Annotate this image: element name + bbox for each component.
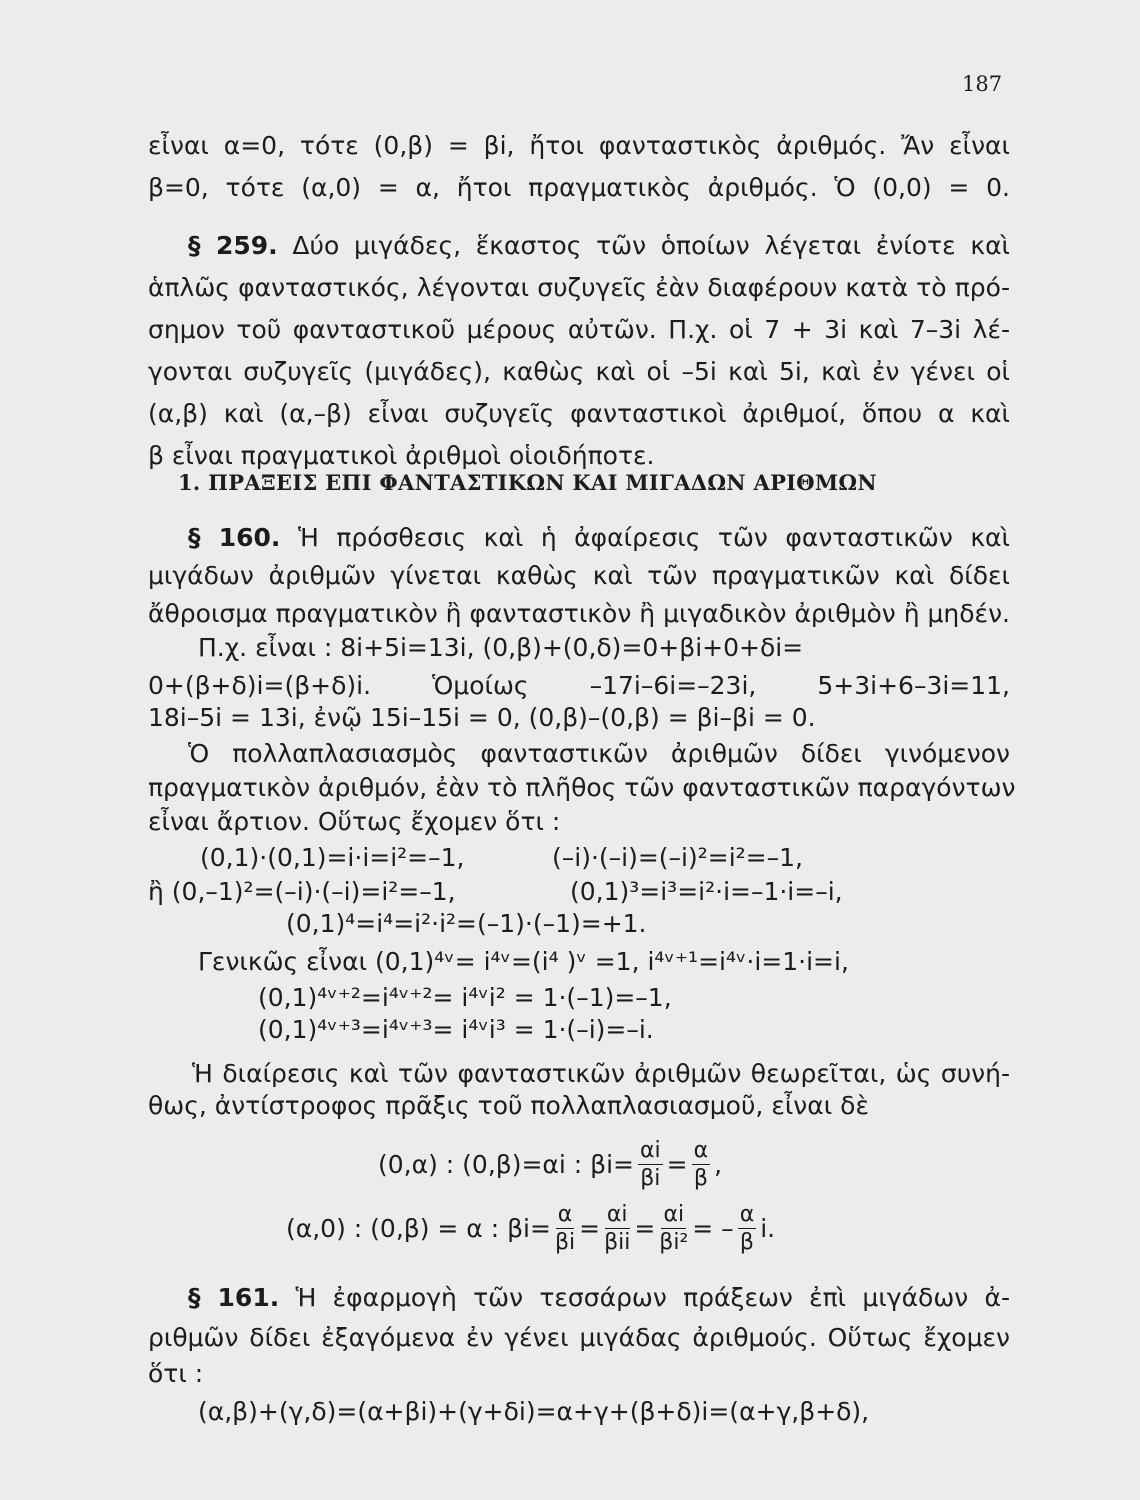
sec259-label: § 259.: [188, 231, 278, 260]
eq-text: =: [634, 1214, 656, 1243]
sec161-label: § 161.: [188, 1283, 280, 1312]
text-line: β εἶναι πραγματικοὶ ἀριθμοὶ οἱοιδήποτε.: [148, 441, 655, 470]
fraction: [555, 1204, 575, 1254]
eq-text: =: [579, 1214, 601, 1243]
equation: (0,1)⁴ᵛ⁺²=i⁴ᵛ⁺²= i⁴ᵛi² = 1·(–1)=–1,: [258, 983, 672, 1012]
fraction: [638, 1140, 663, 1190]
fraction: [738, 1204, 757, 1254]
denominator: βii: [604, 1230, 631, 1255]
text-line: 0+(β+δ)i=(β+δ)i. Ὁμοίως –17i–6i=–23i, 5+3i+6–3i=11,: [148, 671, 1010, 700]
sec160-label: § 160.: [188, 523, 281, 552]
text-line: ἁπλῶς φανταστικός, λέγονται συζυγεῖς ἐὰν διαφέρουν κατὰ τὸ πρό-: [148, 273, 1010, 302]
text-line: πραγματικὸν ἀριθμόν, ἐὰν τὸ πλῆθος τῶν φανταστικῶν παραγόντων: [148, 773, 1016, 802]
denominator: βi: [640, 1166, 661, 1191]
text-span: Ἡ πρόσθεσις καὶ ἡ ἀφαίρεσις τῶν φανταστικῶν καὶ: [297, 523, 1010, 552]
denominator: β: [739, 1230, 754, 1255]
eq-text: i.: [760, 1214, 776, 1243]
text-line: 18i–5i = 13i, ἐνῷ 15i–15i = 0, (0,β)–(0,β) = βi–βi = 0.: [148, 703, 816, 732]
equation: (0,1)⁴=i⁴=i²·i²=(–1)·(–1)=+1.: [286, 909, 647, 938]
division-equation-1: [378, 1140, 898, 1190]
text-line: εἶναι α=0, τότε (0,β) = βi, ἤτοι φανταστικὸς ἀριθμός. Ἄν εἶναι: [148, 131, 1010, 160]
numerator: α: [739, 1202, 755, 1227]
equation: (0,1)³=i³=i²·i=–1·i=–i,: [570, 877, 843, 906]
eq-text: (α,0) : (0,β) = α : βi=: [286, 1214, 551, 1243]
numerator: α: [693, 1138, 709, 1163]
equation: ἢ (0,–1)²=(–i)·(–i)=i²=–1,: [148, 877, 456, 906]
eq-text: = –: [692, 1214, 734, 1243]
text-line: ὅτι :: [148, 1359, 204, 1388]
fraction: [659, 1204, 688, 1254]
text-line: εἶναι ἄρτιον. Οὕτως ἔχομεν ὅτι :: [148, 807, 561, 836]
text-line: (α,β) καὶ (α,–β) εἶναι συζυγεῖς φανταστικοὶ ἀριθμοί, ὅπου α καὶ: [148, 399, 1010, 428]
denominator: β: [693, 1166, 708, 1191]
text-line: μιγάδων ἀριθμῶν γίνεται καθὼς καὶ τῶν πραγματικῶν καὶ δίδει: [148, 561, 1010, 590]
sec161-first-line: [148, 1282, 1010, 1314]
eq-text: ,: [714, 1150, 723, 1179]
section-heading: 1. ΠΡΑΞΕΙΣ ΕΠΙ ΦΑΝΤΑΣΤΙΚΩΝ ΚΑΙ ΜΙΓΑΔΩΝ ΑΡΙΘΜΩΝ: [178, 470, 877, 495]
numerator: αi: [606, 1202, 628, 1227]
numerator: α: [557, 1202, 573, 1227]
denominator: βi²: [659, 1230, 689, 1255]
numerator: αi: [640, 1138, 661, 1163]
text-line: β=0, τότε (α,0) = α, ἤτοι πραγματικὸς ἀριθμός. Ὁ (0,0) = 0.: [148, 173, 1010, 202]
example-line: Π.χ. εἶναι : 8i+5i=13i, (0,β)+(0,δ)=0+βi+0+δi=: [198, 633, 804, 662]
division-equation-2: [286, 1204, 926, 1254]
text-line: γονται συζυγεῖς (μιγάδες), καθὼς καὶ οἱ –5i καὶ 5i, καὶ ἐν γένει οἱ: [148, 357, 1010, 386]
numerator: αi: [663, 1202, 685, 1227]
equation: (α,β)+(γ,δ)=(α+βi)+(γ+δi)=α+γ+(β+δ)i=(α+γ,β+δ),: [198, 1397, 870, 1426]
eq-text: (0,α) : (0,β)=αi : βi=: [378, 1150, 635, 1179]
fraction: [692, 1140, 711, 1190]
equation: (0,1)·(0,1)=i·i=i²=–1,: [200, 843, 465, 872]
text-line: Ἡ διαίρεσις καὶ τῶν φανταστικῶν ἀριθμῶν θεωρεῖται, ὡς συνή-: [192, 1059, 1010, 1088]
text-span: Ἡ ἐφαρμογὴ τῶν τεσσάρων πράξεων ἐπὶ μιγάδων ἀ-: [295, 1283, 1011, 1312]
denominator: βi: [554, 1230, 576, 1255]
equation: (0,1)⁴ᵛ⁺³=i⁴ᵛ⁺³= i⁴ᵛi³ = 1·(–i)=–i.: [258, 1015, 654, 1044]
text-line: ἄθροισμα πραγματικὸν ἢ φανταστικὸν ἢ μιγαδικὸν ἀριθμὸν ἢ μηδέν.: [148, 599, 1010, 628]
text-line: Ὁ πολλαπλασιασμὸς φανταστικῶν ἀριθμῶν δίδει γινόμενον: [188, 739, 1010, 768]
page-number: 187: [962, 72, 1003, 96]
sec259-first-line: [148, 230, 1010, 262]
fraction: [604, 1204, 630, 1254]
sec160-first-line: [148, 522, 1010, 554]
text-line: σημον τοῦ φανταστικοῦ μέρους αὐτῶν. Π.χ. οἱ 7 + 3i καὶ 7–3i λέ-: [148, 315, 1010, 344]
eq-text: =: [666, 1150, 688, 1179]
text-line: θως, ἀντίστροφος πρᾶξις τοῦ πολλαπλασιασμοῦ, εἶναι δὲ: [148, 1091, 869, 1120]
text-line: ριθμῶν δίδει ἐξαγόμενα ἐν γένει μιγάδας ἀριθμούς. Οὕτως ἔχομεν: [148, 1323, 1010, 1352]
equation: Γενικῶς εἶναι (0,1)⁴ᵛ= i⁴ᵛ=(i⁴ )ᵛ =1, i⁴ᵛ⁺¹=i⁴ᵛ·i=1·i=i,: [198, 947, 849, 976]
text-span: Δύο μιγάδες, ἕκαστος τῶν ὁποίων λέγεται ἐνίοτε καὶ: [292, 231, 1011, 260]
equation: (–i)·(–i)=(–i)²=i²=–1,: [552, 843, 803, 872]
